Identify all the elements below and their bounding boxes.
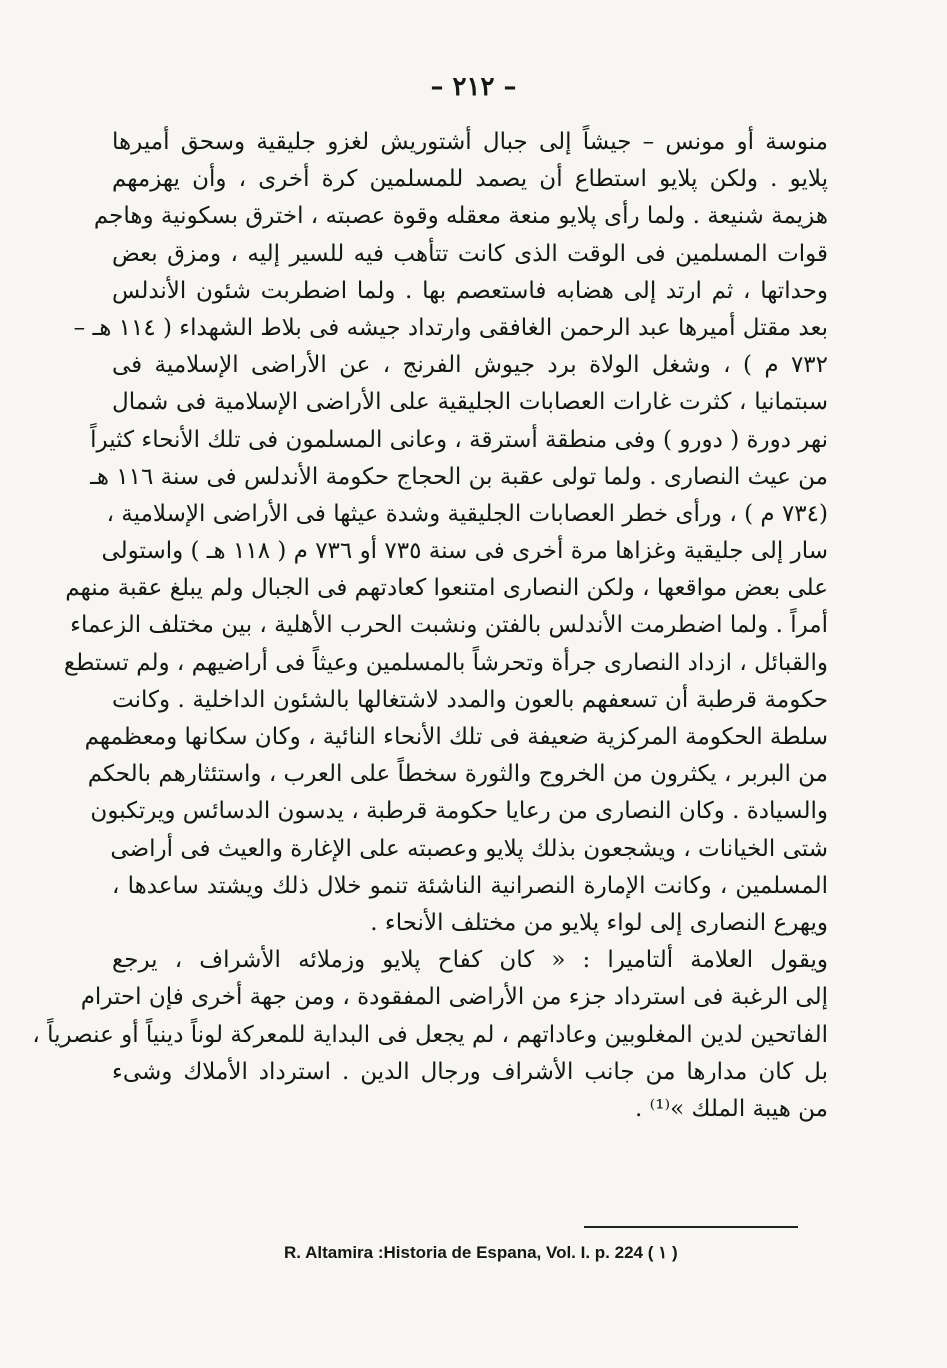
text-line: شتى الخيانات ، ويشجعون بذلك پلايو وعصبته على الإغارة والعيث فى أراضى — [110, 835, 828, 862]
text-line: ويهرع النصارى إلى لواء پلايو من مختلف الأنحاء . — [370, 909, 828, 936]
text-line: سار إلى جليقية وغزاها مرة أخرى فى سنة ٧٣٥ أو ٧٣٦ م ( ١١٨ هـ ) واستولى — [101, 538, 828, 565]
text-line: ٧٣٢ م ) ، وشغل الولاة برد جيوش الفرنج ، عن الأراضى الإسلامية فى — [112, 352, 828, 379]
paragraph-1 — [63, 124, 828, 942]
text-line: پلايو . ولكن پلايو استطاع أن يصمد للمسلمين كرة أخرى ، وأن يهزمهم — [112, 166, 828, 193]
text-line: وحداتها ، ثم ارتد إلى هضابه فاستعصم بها . ولما اضطربت شئون الأندلس — [112, 277, 828, 304]
text-line: والسيادة . وكان النصارى من رعايا حكومة قرطبة ، يدسون الدسائس ويرتكبون — [90, 798, 828, 825]
text-line: هزيمة شنيعة . ولما رأى پلايو منعة معقله وقوة عصبته ، اخترق بسكونية وهاجم — [93, 203, 828, 230]
text-line: منوسة أو مونس – جيشاً إلى جبال أشتوريش لغزو جليقية وسحق أميرها — [112, 129, 828, 155]
footnote: R. Altamira :Historia de Espana, Vol. I. p. 224 ( ١ ) — [284, 1243, 678, 1262]
text-line: بعد مقتل أميرها عبد الرحمن الغافقى وارتداد جيشه فى بلاط الشهداء ( ١١٤ هـ – — [73, 314, 828, 341]
text-line: على بعض مواقعها ، ولكن النصارى امتنعوا كعادتهم فى الجبال ولم يبلغ عقبة منهم — [65, 575, 828, 602]
text-line: أمراً . ولما اضطرمت الأندلس بالفتن ونشبت الحرب الأهلية ، بين مختلف الزعماء — [70, 612, 828, 639]
page-number: – ٢١٢ – — [430, 72, 517, 102]
text-line: حكومة قرطبة أن تسعفهم بالعون والمدد لاشتغالها بالشئون الداخلية . وكانت — [112, 686, 828, 713]
text-line: الفاتحين لدين المغلوبين وعاداتهم ، لم يجعل فى البداية للمعركة لوناً دينياً أو عنصرياً ، — [32, 1021, 828, 1048]
text-line: (٧٣٤ م ) ، ورأى خطر العصابات الجليقية وشدة عيثها فى الأراضى الإسلامية ، — [106, 500, 828, 527]
text-line: والقبائل ، ازداد النصارى جرأة وتحرشاً بالمسلمين وعيثاً فى أراضيهم ، ولم تستطع — [63, 649, 828, 676]
text-line: من هيبة الملك »⁽¹⁾ . — [634, 1095, 828, 1122]
text-line: من البربر ، يكثرون من الخروج والثورة سخطاً على العرب ، واستئثارهم بالحكم — [87, 761, 828, 788]
text-line: نهر دورة ( دورو ) وفى منطقة أسترقة ، وعانى المسلمون فى تلك الأنحاء كثيراً — [90, 426, 828, 453]
body-text — [32, 124, 828, 1128]
text-line: من عيث النصارى . ولما تولى عقبة بن الحجاج حكومة الأندلس فى سنة ١١٦ هـ — [90, 463, 828, 490]
text-line: إلى الرغبة فى استرداد جزء من الأراضى المفقودة ، ومن جهة أخرى فإن احترام — [80, 984, 828, 1011]
text-line: المسلمين ، وكانت الإمارة النصرانية الناشئة تنمو خلال ذلك ويشتد ساعدها ، — [112, 872, 828, 899]
paragraph-2 — [32, 942, 828, 1128]
text-line: سلطة الحكومة المركزية ضعيفة فى تلك الأنحاء النائية ، وكان سكانها ومعظمهم — [84, 724, 828, 750]
footnote-divider — [584, 1226, 798, 1228]
text-line: ويقول العلامة ألتاميرا : « كان كفاح پلايو وزملائه الأشراف ، يرجع — [112, 947, 828, 974]
text-line: سبتمانيا ، كثرت غارات العصابات الجليقية على الأراضى الإسلامية فى شمال — [112, 389, 828, 416]
text-line: بل كان مدارها من جانب الأشراف ورجال الدين . استرداد الأملاك وشىء — [112, 1058, 828, 1085]
text-line: قوات المسلمين فى الوقت الذى كانت تتأهب فيه للسير إليه ، ومزق بعض — [112, 240, 828, 267]
